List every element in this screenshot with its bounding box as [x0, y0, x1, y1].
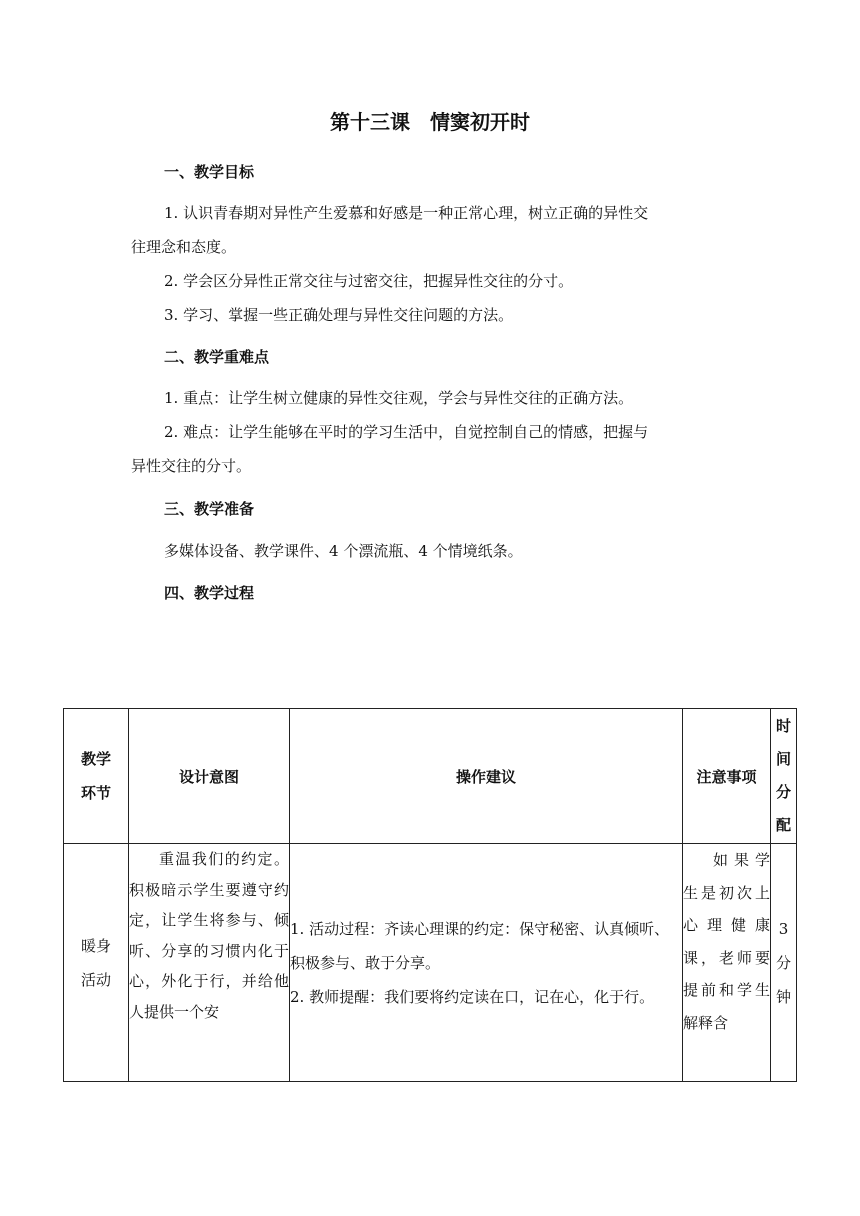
row-stage: [64, 844, 129, 1082]
header-stage-line-2: 环节: [80, 784, 111, 802]
goal-item-3: 3. 学习、掌握一些正确处理与异性交往问题的方法。: [164, 306, 514, 324]
table-row: [64, 844, 797, 1082]
row-time-line-2: 分: [775, 953, 791, 972]
row-stage-line-2: 活动: [80, 970, 111, 989]
row-stage-line-1: 暖身: [80, 936, 111, 955]
section-heading-key-points: 二、教学重难点: [164, 348, 270, 366]
key-point-1: 1. 重点：让学生树立健康的异性交往观，学会与异性交往的正确方法。: [164, 389, 634, 407]
header-time-line-1: 时: [775, 717, 791, 735]
header-time-line-4: 配: [775, 816, 791, 834]
header-stage: [64, 709, 129, 844]
goal-item-1: 1. 认识青春期对异性产生爱慕和好感是一种正常心理，树立正确的异性交: [164, 204, 649, 222]
header-stage-line-1: 教学: [80, 750, 111, 768]
section-heading-preparation: 三、教学准备: [164, 500, 255, 518]
row-operation-item-1: 1. 活动过程：齐读心理课的约定：保守秘密、认真倾听、积极参与、敢于分享。: [290, 919, 670, 972]
section-heading-process: 四、教学过程: [164, 584, 255, 602]
row-time: [771, 844, 797, 1082]
key-point-2: 2. 难点：让学生能够在平时的学习生活中，自觉控制自己的情感，把握与: [164, 423, 649, 441]
row-operation-item-2: 2. 教师提醒：我们要将约定读在口，记在心，化于行。: [290, 987, 655, 1006]
header-intent: 设计意图: [129, 709, 290, 844]
table-header-row: [64, 709, 797, 844]
row-time-line-1: 3: [778, 919, 789, 938]
row-time-line-3: 钟: [775, 987, 791, 1006]
header-operation: 操作建议: [290, 709, 683, 844]
goal-item-2: 2. 学会区分异性正常交往与过密交往，把握异性交往的分寸。: [164, 272, 574, 290]
process-table: [63, 708, 797, 1082]
page-title: 第十三课 情窦初开时: [330, 110, 530, 134]
row-operation: [290, 844, 683, 1082]
row-notes: 如果学生是初次上心理健康课，老师要提前和学生解释含: [683, 844, 771, 1082]
section-heading-goals: 一、教学目标: [164, 163, 255, 181]
header-time-line-2: 间: [775, 750, 791, 768]
preparation-text: 多媒体设备、教学课件、4 个漂流瓶、4 个情境纸条。: [164, 542, 523, 560]
header-time-line-3: 分: [775, 783, 791, 801]
goal-item-1-cont: 往理念和态度。: [131, 238, 237, 256]
key-point-2-cont: 异性交往的分寸。: [131, 457, 252, 475]
header-time: [771, 709, 797, 844]
header-notes: 注意事项: [683, 709, 771, 844]
row-intent: 重温我们的约定。积极暗示学生要遵守约定，让学生将参与、倾听、分享的习惯内化于心，外化于行，并给他人提供一个安: [129, 844, 290, 1082]
